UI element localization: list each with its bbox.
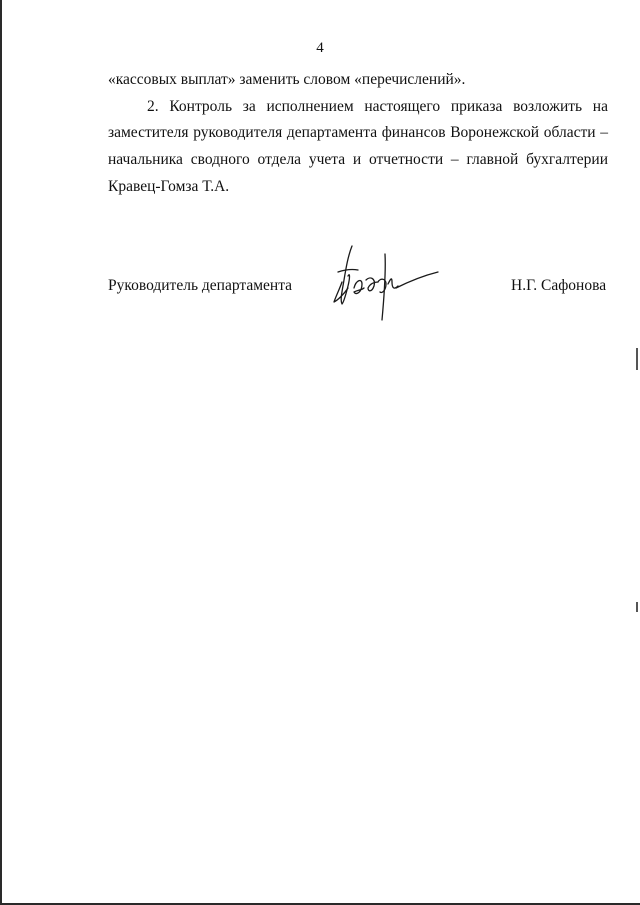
- body-line-1: «кассовых выплат» заменить словом «перечислений».: [108, 71, 466, 88]
- page-number: 4: [316, 40, 324, 56]
- paragraph-2-line-3: начальника сводного отдела учета и отчетности – главной бухгалтерии: [108, 151, 608, 168]
- signatory-name: Н.Г. Сафонова: [511, 277, 607, 294]
- signatory-title: Руководитель департамента: [108, 277, 293, 294]
- paragraph-2-line-2: заместителя руководителя департамента финансов Воронежской области –: [108, 124, 608, 141]
- paragraph-2-line-4: Кравец-Гомза Т.А.: [108, 178, 230, 195]
- paragraph-2-line-1: 2. Контроль за исполнением настоящего приказа возложить на: [147, 98, 608, 115]
- scan-mark: [636, 602, 638, 612]
- scan-edge-left: [0, 0, 2, 905]
- scan-mark: [636, 348, 638, 370]
- handwritten-signature-icon: [330, 242, 445, 324]
